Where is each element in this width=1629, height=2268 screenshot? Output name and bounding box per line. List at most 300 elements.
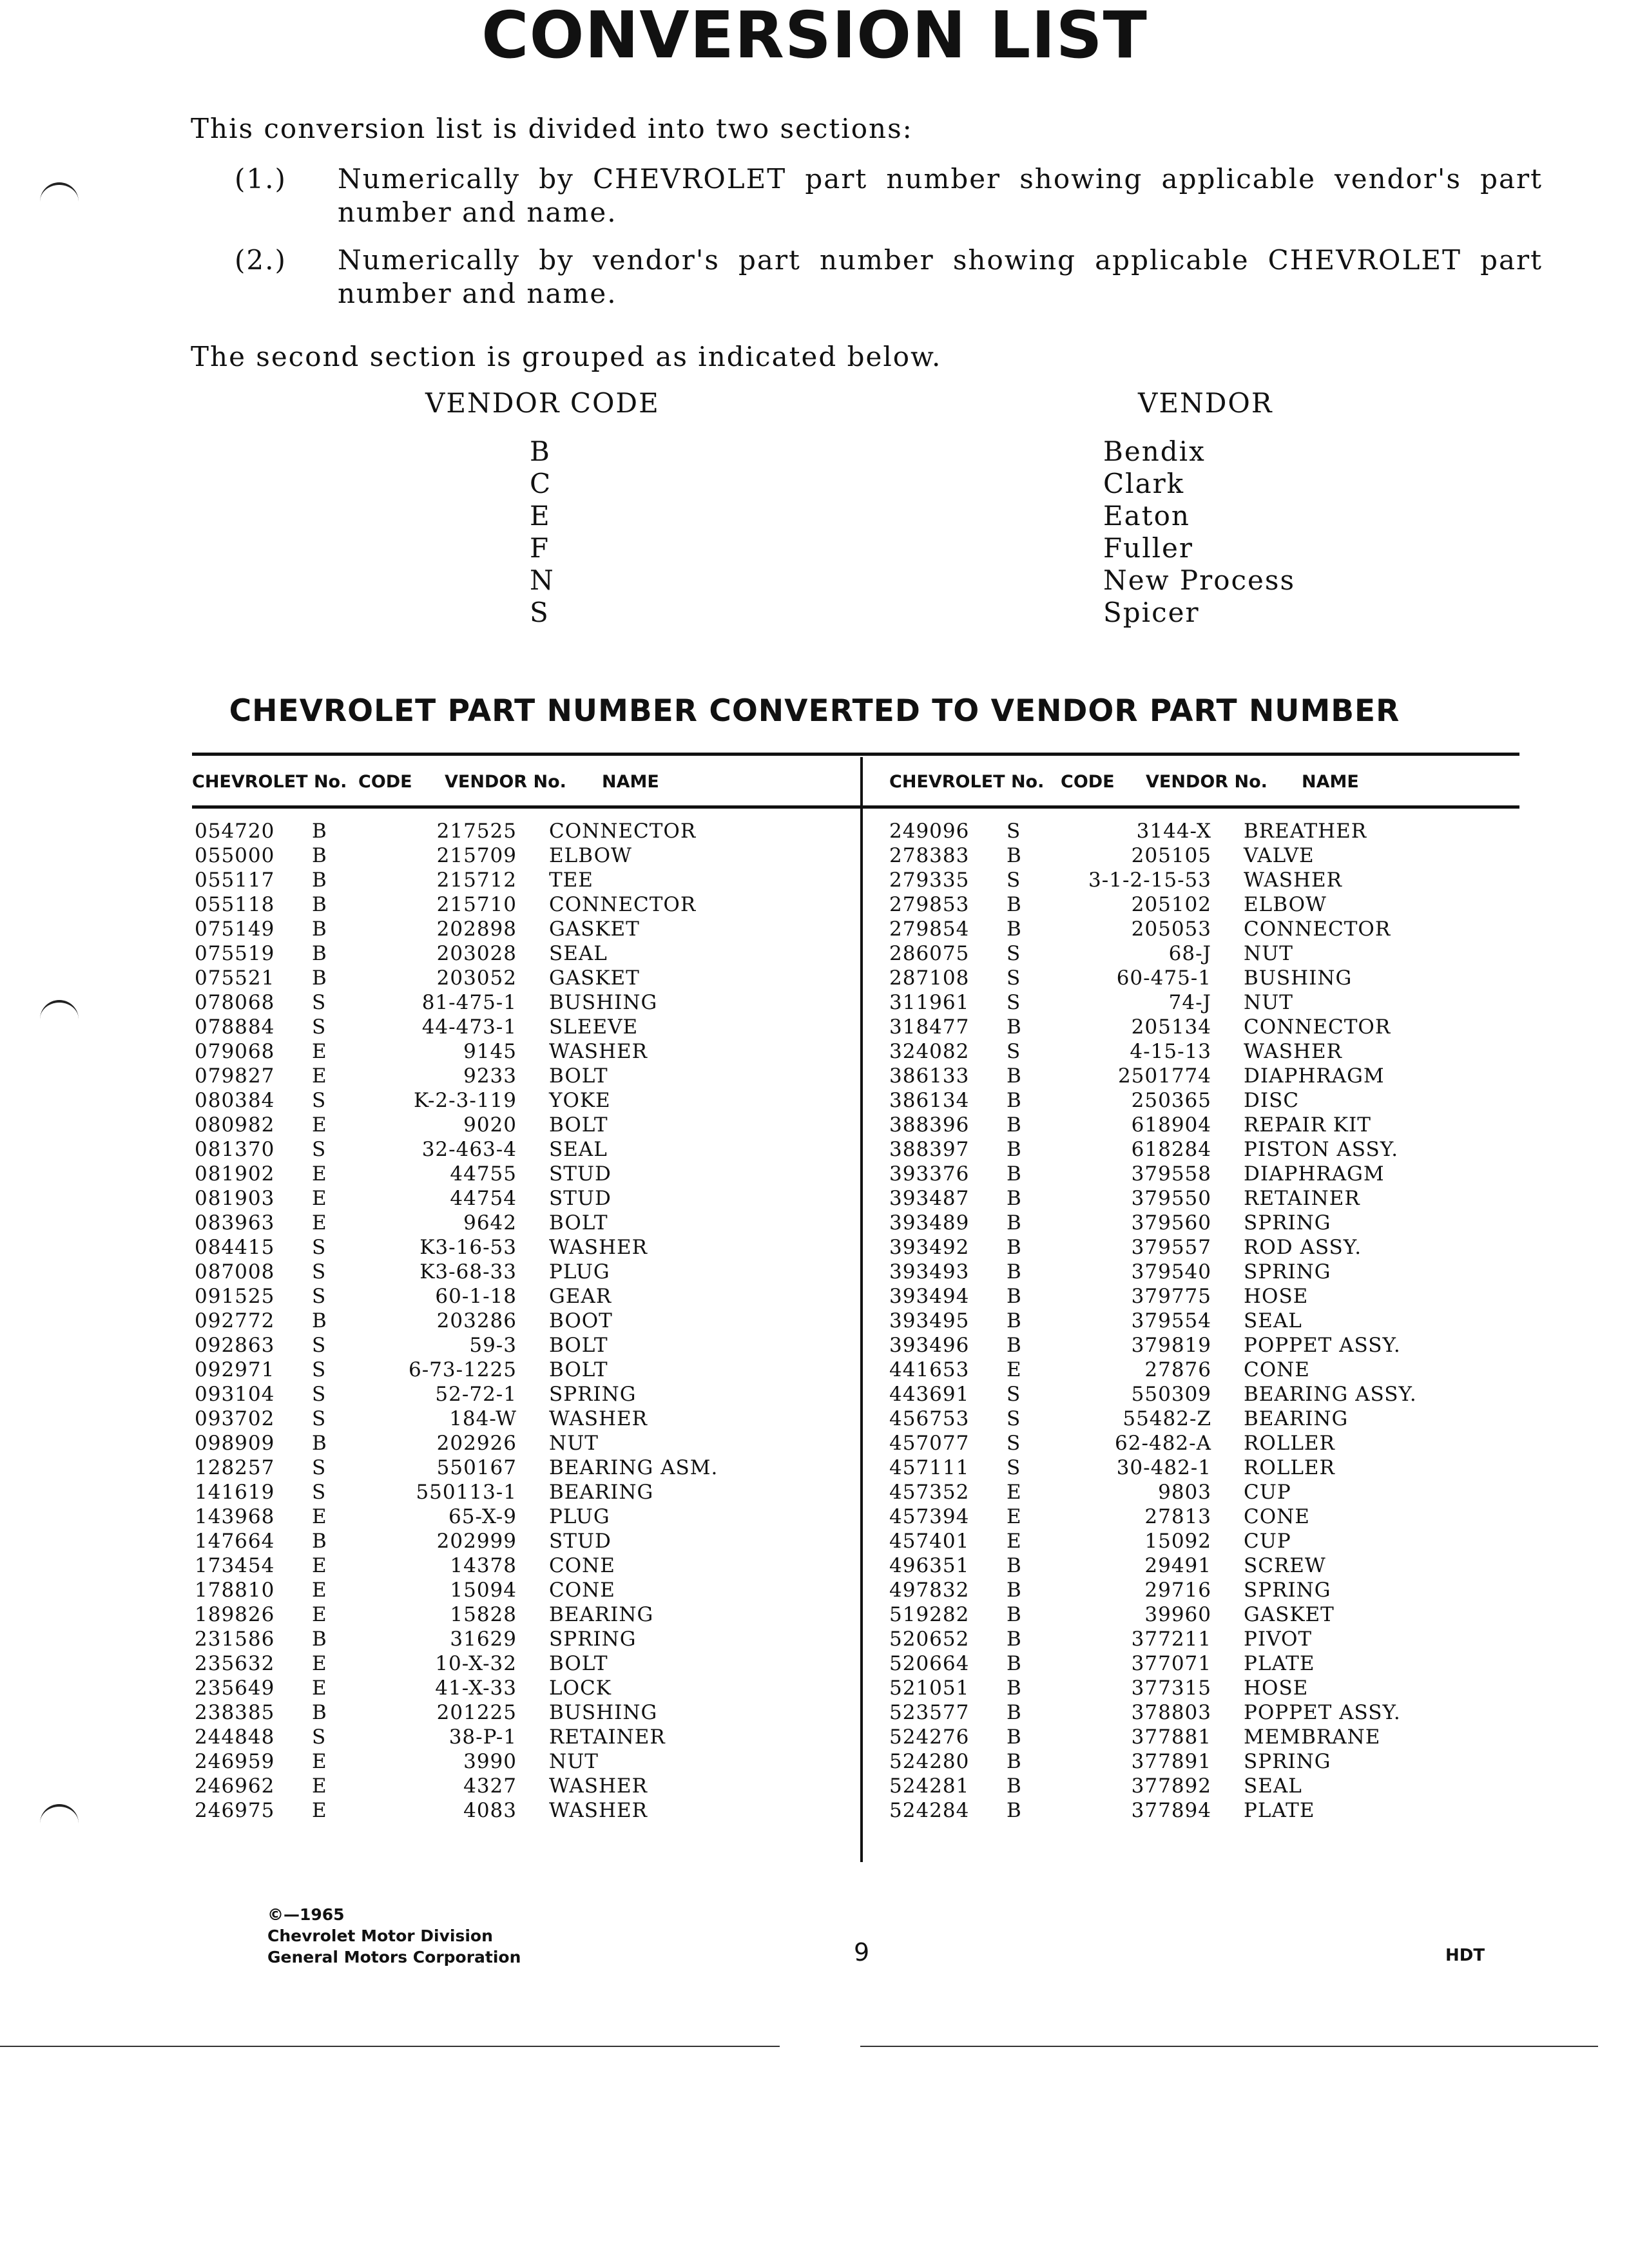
vendor-code: F — [530, 532, 550, 564]
table-row — [195, 1358, 903, 1383]
chevrolet-part-no: 520652 — [889, 1628, 970, 1651]
vendor-code: S — [312, 1358, 327, 1381]
vendor-part-no: 205102 — [1131, 893, 1211, 916]
table-row — [195, 1750, 903, 1774]
chevrolet-part-no: 393487 — [889, 1187, 970, 1210]
part-name: BREATHER — [1244, 820, 1367, 843]
part-name: SPRING — [549, 1628, 637, 1651]
part-name: PIVOT — [1244, 1628, 1313, 1651]
chevrolet-part-no: 388396 — [889, 1113, 970, 1137]
chevrolet-part-no: 087008 — [195, 1260, 275, 1283]
chevrolet-part-no: 231586 — [195, 1628, 275, 1651]
vendor-code: B — [1007, 1799, 1022, 1822]
vendor-name: New Process — [1103, 564, 1296, 596]
chevrolet-part-no: 457352 — [889, 1481, 970, 1504]
part-name: BOLT — [549, 1113, 608, 1137]
vendor-part-no: 9020 — [463, 1113, 517, 1137]
table-row — [889, 1799, 1598, 1823]
part-name: STUD — [549, 1187, 612, 1210]
chevrolet-part-no: 279854 — [889, 918, 970, 941]
table-row — [889, 1603, 1598, 1628]
table-row — [889, 942, 1598, 966]
table-row — [195, 1162, 903, 1187]
vendor-code: E — [1007, 1358, 1022, 1381]
col-header-name: NAME — [602, 772, 659, 792]
table-row — [889, 1015, 1598, 1040]
footer-division: Chevrolet Motor Division — [267, 1927, 493, 1945]
vendor-code: S — [312, 1089, 327, 1112]
part-name: TEE — [549, 869, 593, 892]
table-row — [889, 1309, 1598, 1334]
chevrolet-part-no: 080982 — [195, 1113, 275, 1137]
vendor-part-no: 217525 — [436, 820, 517, 843]
vendor-part-no: 41-X-33 — [435, 1677, 517, 1700]
chevrolet-part-no: 324082 — [889, 1040, 970, 1063]
part-name: CONNECTOR — [1244, 918, 1391, 941]
part-name: CONNECTOR — [549, 893, 697, 916]
col-header-chevrolet-no: CHEVROLET No. — [889, 772, 1045, 792]
part-name: POPPET ASSY. — [1244, 1701, 1401, 1724]
vendor-code: B — [1007, 1162, 1022, 1186]
vendor-part-no: 62-482-A — [1115, 1432, 1211, 1455]
table-row — [195, 1652, 903, 1677]
chevrolet-part-no: 393489 — [889, 1211, 970, 1235]
table-row — [195, 1334, 903, 1358]
vendor-code: B — [1007, 1260, 1022, 1283]
vendor-code: S — [312, 1481, 327, 1504]
grouping-note: The second section is grouped as indicated below. — [191, 341, 942, 372]
table-row — [195, 1285, 903, 1309]
part-name: WASHER — [1244, 869, 1342, 892]
vendor-part-no: 379540 — [1131, 1260, 1211, 1283]
vendor-code: S — [1007, 1432, 1021, 1455]
chevrolet-part-no: 393496 — [889, 1334, 970, 1357]
chevrolet-part-no: 393376 — [889, 1162, 970, 1186]
vendor-part-no: 550113-1 — [416, 1481, 517, 1504]
vendor-code: B — [1007, 1113, 1022, 1137]
vendor-part-no: 10-X-32 — [435, 1652, 517, 1675]
table-row — [195, 1456, 903, 1481]
vendor-part-no: 215712 — [436, 869, 517, 892]
vendor-part-no: 39960 — [1144, 1603, 1211, 1626]
part-name: CONE — [1244, 1358, 1310, 1381]
vendor-part-no: K-2-3-119 — [414, 1089, 517, 1112]
part-name: PLUG — [549, 1260, 610, 1283]
vendor-code: S — [1007, 1456, 1021, 1479]
table-row — [195, 966, 903, 991]
part-name: WASHER — [549, 1799, 648, 1822]
vendor-part-no: 205105 — [1131, 844, 1211, 867]
chevrolet-part-no: 523577 — [889, 1701, 970, 1724]
chevrolet-part-no: 497832 — [889, 1579, 970, 1602]
vendor-part-no: 29716 — [1144, 1579, 1211, 1602]
vendor-code: S — [1007, 1383, 1021, 1406]
vendor-part-no: 44-473-1 — [421, 1015, 517, 1039]
vendor-part-no: 32-463-4 — [421, 1138, 517, 1161]
table-row — [889, 1554, 1598, 1579]
chevrolet-part-no: 054720 — [195, 820, 275, 843]
chevrolet-part-no: 235649 — [195, 1677, 275, 1700]
chevrolet-part-no: 393492 — [889, 1236, 970, 1259]
part-name: YOKE — [549, 1089, 611, 1112]
vendor-part-no: 44755 — [450, 1162, 517, 1186]
chevrolet-part-no: 457401 — [889, 1530, 970, 1553]
col-header-code: CODE — [1061, 772, 1115, 792]
vendor-code: S — [1007, 820, 1021, 843]
vendor-code: E — [312, 1750, 327, 1773]
vendor-code: B — [312, 942, 327, 965]
vendor-code: S — [312, 1383, 327, 1406]
vendor-name: Spicer — [1103, 597, 1200, 628]
vendor-code: B — [1007, 1652, 1022, 1675]
vendor-part-no: 379558 — [1131, 1162, 1211, 1186]
vendor-code: E — [312, 1774, 327, 1798]
part-name: BOLT — [549, 1334, 608, 1357]
part-name: CONNECTOR — [549, 820, 697, 843]
vendor-part-no: 379557 — [1131, 1236, 1211, 1259]
table-row — [889, 1089, 1598, 1113]
vendor-code: E — [312, 1603, 327, 1626]
chevrolet-part-no: 393494 — [889, 1285, 970, 1308]
vendor-part-no: 55482-Z — [1123, 1407, 1211, 1430]
vendor-code: B — [1007, 1309, 1022, 1332]
vendor-part-no: 15094 — [450, 1579, 517, 1602]
table-row — [889, 1628, 1598, 1652]
table-row — [195, 918, 903, 942]
binder-hole-mark — [40, 1804, 79, 1826]
vendor-code: S — [312, 1236, 327, 1259]
part-name: REPAIR KIT — [1244, 1113, 1371, 1137]
chevrolet-part-no: 098909 — [195, 1432, 275, 1455]
vendor-code: B — [1007, 1628, 1022, 1651]
table-row — [889, 1358, 1598, 1383]
vendor-part-no: 9803 — [1158, 1481, 1211, 1504]
vendor-code: B — [1007, 1774, 1022, 1798]
vendor-code: B — [312, 820, 327, 843]
part-name: VALVE — [1244, 844, 1315, 867]
chevrolet-part-no: 287108 — [889, 966, 970, 990]
chevrolet-part-no: 519282 — [889, 1603, 970, 1626]
chevrolet-part-no: 238385 — [195, 1701, 275, 1724]
part-name: PLUG — [549, 1505, 610, 1528]
vendor-code: S — [312, 1285, 327, 1308]
part-name: SEAL — [549, 1138, 608, 1161]
chevrolet-part-no: 521051 — [889, 1677, 970, 1700]
section-text: Numerically by vendor's part number showing applicable CHEVROLET part number and name. — [338, 244, 1543, 309]
vendor-part-no: 202926 — [436, 1432, 517, 1455]
table-row — [195, 1505, 903, 1530]
chevrolet-part-no: 055117 — [195, 869, 275, 892]
table-row — [889, 869, 1598, 893]
vendor-part-no: 30-482-1 — [1116, 1456, 1211, 1479]
vendor-code: S — [312, 1407, 327, 1430]
part-name: BUSHING — [1244, 966, 1353, 990]
table-row — [195, 1309, 903, 1334]
chevrolet-part-no: 279335 — [889, 869, 970, 892]
vendor-part-no: 550309 — [1131, 1383, 1211, 1406]
vendor-code: B — [312, 1432, 327, 1455]
vendor-code: B — [1007, 1579, 1022, 1602]
table-row — [889, 991, 1598, 1015]
chevrolet-part-no: 246975 — [195, 1799, 275, 1822]
chevrolet-part-no: 249096 — [889, 820, 970, 843]
vendor-part-no: 14378 — [450, 1554, 517, 1577]
chevrolet-part-no: 141619 — [195, 1481, 275, 1504]
table-row — [889, 1113, 1598, 1138]
vendor-code: S — [312, 1260, 327, 1283]
table-row — [889, 1138, 1598, 1162]
vendor-part-no: 205053 — [1131, 918, 1211, 941]
chevrolet-part-no: 173454 — [195, 1554, 275, 1577]
vendor-code: B — [1007, 1236, 1022, 1259]
table-row — [889, 820, 1598, 844]
table-row — [195, 1481, 903, 1505]
table-row — [195, 991, 903, 1015]
part-name: ELBOW — [1244, 893, 1327, 916]
chevrolet-part-no: 055118 — [195, 893, 275, 916]
vendor-part-no: 377881 — [1131, 1725, 1211, 1749]
binder-hole-mark — [40, 1000, 79, 1022]
part-name: GASKET — [549, 918, 640, 941]
table-row — [195, 1236, 903, 1260]
vendor-part-no: 3-1-2-15-53 — [1088, 869, 1211, 892]
table-row — [195, 1530, 903, 1554]
vendor-code: B — [1007, 1750, 1022, 1773]
table-row — [195, 1774, 903, 1799]
table-row — [889, 1677, 1598, 1701]
vendor-part-no: 81-475-1 — [421, 991, 517, 1014]
vendor-part-no: 377211 — [1131, 1628, 1211, 1651]
chevrolet-part-no: 083963 — [195, 1211, 275, 1235]
chevrolet-part-no: 524281 — [889, 1774, 970, 1798]
vendor-part-no: 250365 — [1131, 1089, 1211, 1112]
vendor-code: E — [312, 1579, 327, 1602]
vendor-code: E — [312, 1187, 327, 1210]
vendor-code: B — [312, 918, 327, 941]
vendor-code: B — [1007, 1138, 1022, 1161]
table-row — [195, 1432, 903, 1456]
vendor-code: E — [312, 1211, 327, 1235]
table-row — [195, 1064, 903, 1089]
table-row — [195, 820, 903, 844]
vendor-code: S — [1007, 869, 1021, 892]
vendor-part-no: 65-X-9 — [448, 1505, 517, 1528]
table-row — [195, 869, 903, 893]
part-name: SEAL — [549, 942, 608, 965]
table-row — [889, 1481, 1598, 1505]
bottom-rule-right — [860, 2046, 1598, 2047]
table-row — [195, 1799, 903, 1823]
vendor-part-no: 379560 — [1131, 1211, 1211, 1235]
vendor-part-no: 60-1-18 — [435, 1285, 517, 1308]
chevrolet-part-no: 075149 — [195, 918, 275, 941]
vendor-code: E — [312, 1554, 327, 1577]
table-row — [889, 1432, 1598, 1456]
chevrolet-part-no: 278383 — [889, 844, 970, 867]
vendor-part-no: 27813 — [1144, 1505, 1211, 1528]
vendor-code: B — [1007, 1677, 1022, 1700]
part-name: GASKET — [549, 966, 640, 990]
vendor-code: E — [312, 1064, 327, 1088]
table-row — [889, 1456, 1598, 1481]
vendor-part-no: 9642 — [463, 1211, 517, 1235]
table-header-rule — [192, 805, 1519, 809]
table-row — [889, 1040, 1598, 1064]
chevrolet-part-no: 524280 — [889, 1750, 970, 1773]
chevrolet-part-no: 143968 — [195, 1505, 275, 1528]
table-row — [195, 1579, 903, 1603]
chevrolet-part-no: 246959 — [195, 1750, 275, 1773]
vendor-part-no: 3990 — [463, 1750, 517, 1773]
table-row — [195, 1628, 903, 1652]
vendor-code: B — [312, 966, 327, 990]
chevrolet-part-no: 246962 — [195, 1774, 275, 1798]
chevrolet-part-no: 078068 — [195, 991, 275, 1014]
vendor-code: S — [1007, 966, 1021, 990]
vendor-code: S — [312, 1725, 327, 1749]
col-header-name: NAME — [1302, 772, 1359, 792]
part-name: NUT — [1244, 942, 1293, 965]
vendor-name: Clark — [1103, 468, 1185, 499]
table-row — [195, 1040, 903, 1064]
part-name: RETAINER — [549, 1725, 666, 1749]
vendor-code: S — [1007, 991, 1021, 1014]
vendor-code: S — [312, 1015, 327, 1039]
vendor-part-no: 379550 — [1131, 1187, 1211, 1210]
part-name: BEARING — [1244, 1407, 1349, 1430]
chevrolet-part-no: 457077 — [889, 1432, 970, 1455]
vendor-part-no: 379554 — [1131, 1309, 1211, 1332]
part-name: WASHER — [549, 1040, 648, 1063]
chevrolet-part-no: 189826 — [195, 1603, 275, 1626]
part-name: GASKET — [1244, 1603, 1335, 1626]
chevrolet-part-no: 244848 — [195, 1725, 275, 1749]
vendor-part-no: 618284 — [1131, 1138, 1211, 1161]
part-name: WASHER — [549, 1236, 648, 1259]
part-name: BUSHING — [549, 991, 658, 1014]
chevrolet-part-no: 441653 — [889, 1358, 970, 1381]
chevrolet-part-no: 456753 — [889, 1407, 970, 1430]
table-top-rule — [192, 753, 1519, 756]
part-name: BUSHING — [549, 1701, 658, 1724]
chevrolet-part-no: 457394 — [889, 1505, 970, 1528]
vendor-part-no: 3144-X — [1136, 820, 1211, 843]
vendor-code: S — [312, 1334, 327, 1357]
table-row — [195, 1383, 903, 1407]
part-name: BOLT — [549, 1358, 608, 1381]
part-name: SCREW — [1244, 1554, 1326, 1577]
table-row — [889, 1505, 1598, 1530]
vendor-code: B — [1007, 918, 1022, 941]
vendor-part-no: 379775 — [1131, 1285, 1211, 1308]
vendor-code: E — [312, 1677, 327, 1700]
vendor-code: B — [312, 893, 327, 916]
vendor-code: E — [312, 1040, 327, 1063]
part-name: DISC — [1244, 1089, 1300, 1112]
chevrolet-part-no: 524284 — [889, 1799, 970, 1822]
table-row — [195, 1187, 903, 1211]
table-row — [889, 844, 1598, 869]
table-row — [195, 1701, 903, 1725]
table-row — [889, 1750, 1598, 1774]
table-row — [889, 1774, 1598, 1799]
vendor-code-header: VENDOR CODE — [425, 387, 660, 419]
table-row — [195, 1407, 903, 1432]
vendor-part-no: 38-P-1 — [448, 1725, 517, 1749]
vendor-part-no: 203052 — [436, 966, 517, 990]
part-name: BOLT — [549, 1211, 608, 1235]
vendor-code: B — [1007, 1725, 1022, 1749]
vendor-code: B — [312, 869, 327, 892]
chevrolet-part-no: 092971 — [195, 1358, 275, 1381]
vendor-code: B — [1007, 1334, 1022, 1357]
part-name: STUD — [549, 1530, 612, 1553]
table-row — [195, 1113, 903, 1138]
vendor-part-no: 202898 — [436, 918, 517, 941]
chevrolet-part-no: 386134 — [889, 1089, 970, 1112]
intro-text: This conversion list is divided into two sections: — [191, 113, 913, 144]
chevrolet-part-no: 084415 — [195, 1236, 275, 1259]
chevrolet-part-no: 147664 — [195, 1530, 275, 1553]
vendor-part-no: 15828 — [450, 1603, 517, 1626]
chevrolet-part-no: 081903 — [195, 1187, 275, 1210]
bottom-rule-left — [0, 2046, 780, 2047]
vendor-part-no: 15092 — [1144, 1530, 1211, 1553]
vendor-part-no: 550167 — [436, 1456, 517, 1479]
table-row — [889, 1064, 1598, 1089]
part-name: STUD — [549, 1162, 612, 1186]
vendor-part-no: 29491 — [1144, 1554, 1211, 1577]
vendor-code: S — [1007, 1407, 1021, 1430]
vendor-code: B — [312, 1701, 327, 1724]
table-row — [195, 1725, 903, 1750]
part-name: WASHER — [549, 1774, 648, 1798]
table-row — [889, 1211, 1598, 1236]
part-name: BEARING ASM. — [549, 1456, 718, 1479]
vendor-code: E — [1007, 1505, 1022, 1528]
part-name: CUP — [1244, 1481, 1291, 1504]
vendor-part-no: 205134 — [1131, 1015, 1211, 1039]
vendor-part-no: 618904 — [1131, 1113, 1211, 1137]
vendor-code: S — [1007, 1040, 1021, 1063]
chevrolet-part-no: 279853 — [889, 893, 970, 916]
vendor-code: B — [312, 1530, 327, 1553]
chevrolet-part-no: 075519 — [195, 942, 275, 965]
vendor-part-no: 68-J — [1168, 942, 1211, 965]
part-name: CONE — [549, 1554, 615, 1577]
table-row — [195, 942, 903, 966]
vendor-code: B — [1007, 1554, 1022, 1577]
section-text: Numerically by CHEVROLET part number showing applicable vendor's part number and name. — [338, 163, 1543, 228]
vendor-part-no: 4083 — [463, 1799, 517, 1822]
vendor-part-no: 59-3 — [469, 1334, 517, 1357]
part-name: SPRING — [549, 1383, 637, 1406]
section-number: (2.) — [235, 244, 287, 276]
vendor-part-no: 2501774 — [1117, 1064, 1211, 1088]
table-row — [195, 893, 903, 918]
table-row — [889, 1162, 1598, 1187]
chevrolet-part-no: 075521 — [195, 966, 275, 990]
table-row — [195, 1603, 903, 1628]
vendor-code: B — [312, 1628, 327, 1651]
vendor-code: S — [312, 991, 327, 1014]
vendor-code: E — [312, 1113, 327, 1137]
part-name: POPPET ASSY. — [1244, 1334, 1401, 1357]
part-name: BOLT — [549, 1652, 608, 1675]
part-name: ROLLER — [1244, 1432, 1335, 1455]
chevrolet-part-no: 081902 — [195, 1162, 275, 1186]
vendor-part-no: 184-W — [449, 1407, 517, 1430]
